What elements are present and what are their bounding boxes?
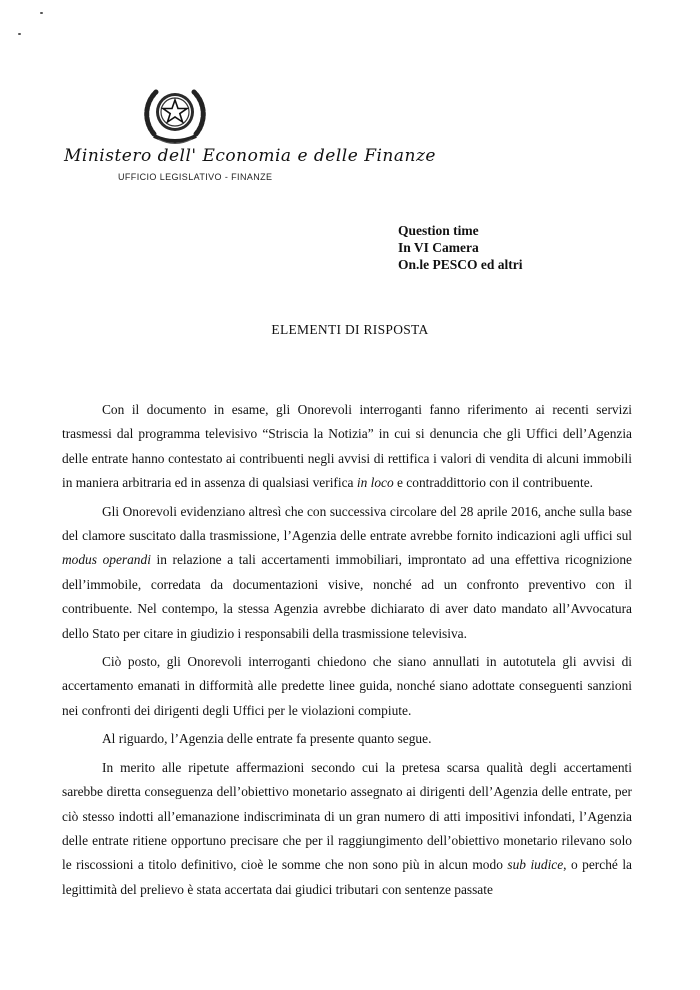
office-name: UFFICIO LEGISLATIVO - FINANZE — [118, 172, 273, 182]
paragraph-text: in relazione a tali accertamenti immobiliari, improntato ad una effettiva ricognizione dell’immobile, corredata da documentazioni visive, nonché ad un confronto preventivo con il contribuente. Nel contempo, la stessa Agenzia avrebbe dichiarato di aver dato mandato all’Avvocatura dello Stato per citare in giudizio i responsabili della trasmissione televisiva. — [62, 552, 632, 641]
paragraph-text: In merito alle ripetute affermazioni secondo cui la pretesa scarsa qualità degli accertamenti sarebbe diretta conseguenza dell’obiettivo monetario assegnato ai dirigenti dell’Agenzia delle entrate, per ciò stesso indotti all’emanazione indiscriminata di un gran numero di atti impositivi infondati, l’Agenzia delle entrate ritiene opportuno precisare che per il raggiungimento dell’obiettivo monetario rilevano solo le riscossioni a titolo definitivo, cioè le somme che non sono più in alcun modo — [62, 759, 632, 873]
paragraph-text: Ciò posto, gli Onorevoli interroganti chiedono che siano annullati in autotutela gli avvisi di accertamento emanati in difformità alle predette linee guida, nonché siano adottate conseguenti sanzioni nei confronti dei dirigenti degli Uffici per le violazioni compiute. — [62, 654, 632, 718]
paragraph-text: Gli Onorevoli evidenziano altresì che con successiva circolare del 28 aprile 2016, anche sulla base del clamore suscitato dalla trasmissione, l’Agenzia delle entrate avrebbe fornito indicazioni agli uffici sul — [62, 503, 632, 544]
scan-speck — [40, 12, 43, 14]
paragraph — [62, 727, 632, 751]
addressee-line: On.le PESCO ed altri — [398, 257, 523, 272]
paragraph-text: Al riguardo, l’Agenzia delle entrate fa presente quanto segue. — [102, 731, 432, 747]
paragraph-text: , o perché la legittimità del prelievo è stata accertata dai giudici tributari con sentenze passate — [62, 857, 632, 897]
addressee-line: In VI Camera — [398, 240, 479, 255]
italic-term: sub iudice — [507, 857, 564, 873]
ministry-name: Ministero dell' Economia e delle Finanze — [64, 146, 436, 166]
scan-speck — [18, 33, 21, 35]
paragraph-text: e contraddittorio con il contribuente. — [393, 475, 593, 491]
italian-republic-emblem-icon — [140, 82, 210, 148]
document-body — [62, 398, 632, 906]
document-heading: ELEMENTI DI RISPOSTA — [271, 322, 429, 337]
italic-term: in loco — [356, 475, 394, 491]
addressee-block — [398, 222, 523, 273]
paragraph — [62, 756, 632, 902]
paragraph — [62, 500, 632, 646]
paragraph-text: Con il documento in esame, gli Onorevoli interroganti fanno riferimento ai recenti servizi trasmessi dal programma televisivo “Striscia la Notizia” in cui si denuncia che gli Uffici dell’Agenzia delle entrate hanno contestato ai contribuenti negli avvisi di rettifica i valori di vendita di alcuni immobili in maniera arbitraria ed in assenza di qualsiasi verifica — [62, 402, 632, 491]
paragraph — [62, 398, 632, 496]
addressee-line: Question time — [398, 223, 479, 238]
italic-term: modus operandi — [62, 552, 151, 568]
paragraph — [62, 650, 632, 723]
